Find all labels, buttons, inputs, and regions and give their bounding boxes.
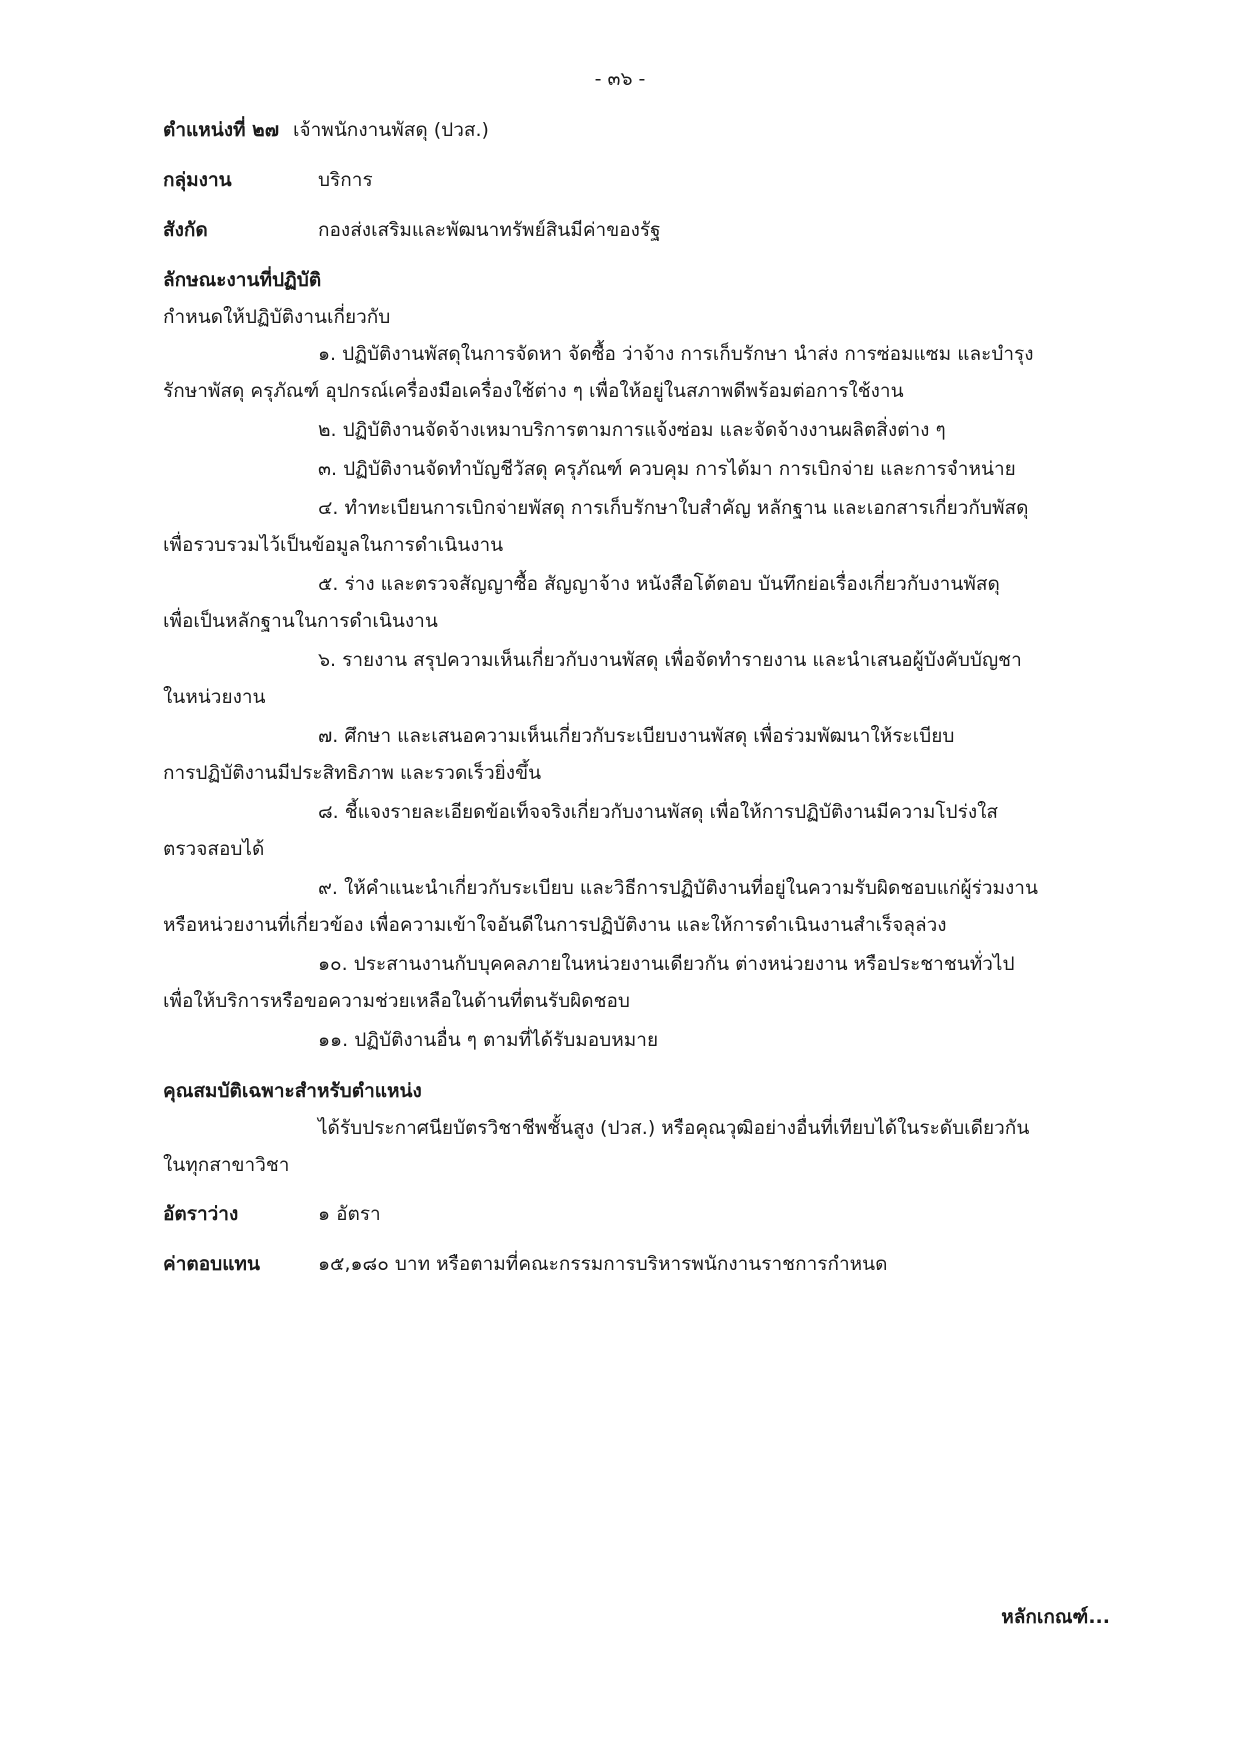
affiliation-label: สังกัด (163, 219, 208, 241)
document-body (163, 112, 1118, 1296)
duty-item-continuation: เพื่อรวบรวมไว้เป็นข้อมูลในการดำเนินงาน (163, 534, 504, 556)
duty-item-2 (163, 412, 1118, 449)
duty-item-text: ๘. ชี้แจงรายละเอียดข้อเท็จจริงเกี่ยวกับงานพัสดุ เพื่อให้การปฏิบัติงานมีความโปร่งใส (318, 801, 998, 823)
duties-heading: ลักษณะงานที่ปฏิบัติ (163, 269, 322, 291)
duty-item-4 (163, 490, 1118, 564)
duty-item-6 (163, 642, 1118, 716)
duty-item-continuation: เพื่อเป็นหลักฐานในการดำเนินงาน (163, 610, 438, 632)
duty-item-continuation: เพื่อให้บริการหรือขอความช่วยเหลือในด้านที่ตนรับผิดชอบ (163, 990, 630, 1012)
duty-item-text: ๓. ปฏิบัติงานจัดทำบัญชีวัสดุ ครุภัณฑ์ ควบคุม การได้มา การเบิกจ่าย และการจำหน่าย (318, 458, 1016, 480)
duty-item-10 (163, 946, 1118, 1020)
duty-item-text: ๒. ปฏิบัติงานจัดจ้างเหมาบริการตามการแจ้งซ่อม และจัดจ้างงานผลิตสิ่งต่าง ๆ (318, 419, 946, 441)
duty-item-continuation: ตรวจสอบได้ (163, 838, 265, 860)
position-row (163, 112, 1118, 149)
qualifications-line: ได้รับประกาศนียบัตรวิชาชีพชั้นสูง (ปวส.) หรือคุณวุฒิอย่างอื่นที่เทียบได้ในระดับเดียวกัน (318, 1117, 1030, 1139)
duty-item-continuation: การปฏิบัติงานมีประสิทธิภาพ และรวดเร็วยิ่งขึ้น (163, 762, 542, 784)
page-number: - ๓๖ - (594, 68, 646, 90)
qualifications-text (163, 1110, 1118, 1184)
qualifications-heading: คุณสมบัติเฉพาะสำหรับตำแหน่ง (163, 1080, 422, 1102)
duty-item-8 (163, 794, 1118, 868)
duty-item-text: ๕. ร่าง และตรวจสัญญาซื้อ สัญญาจ้าง หนังสือโต้ตอบ บันทึกย่อเรื่องเกี่ยวกับงานพัสดุ (318, 573, 1000, 595)
position-value: เจ้าพนักงานพัสดุ (ปวส.) (293, 119, 489, 141)
duty-item-3 (163, 451, 1118, 488)
position-label: ตำแหน่งที่ ๒๗ (163, 119, 279, 141)
duties-list (163, 336, 1118, 1059)
duties-intro: กำหนดให้ปฏิบัติงานเกี่ยวกับ (163, 306, 391, 328)
continuation-marker: หลักเกณฑ์... (1001, 1606, 1110, 1628)
compensation-label: ค่าตอบแทน (163, 1253, 260, 1275)
duty-item-11 (163, 1022, 1118, 1059)
affiliation-value: กองส่งเสริมและพัฒนาทรัพย์สินมีค่าของรัฐ (318, 219, 661, 241)
vacancy-value: ๑ อัตรา (318, 1203, 381, 1225)
qualifications-continuation: ในทุกสาขาวิชา (163, 1154, 290, 1176)
duty-item-5 (163, 566, 1118, 640)
duty-item-text: ๖. รายงาน สรุปความเห็นเกี่ยวกับงานพัสดุ เพื่อจัดทำรายงาน และนำเสนอผู้บังคับบัญชา (318, 649, 1022, 671)
duty-item-text: ๙. ให้คำแนะนำเกี่ยวกับระเบียบ และวิธีการปฏิบัติงานที่อยู่ในความรับผิดชอบแก่ผู้ร่วมงาน (318, 877, 1038, 899)
duty-item-text: ๑๑. ปฏิบัติงานอื่น ๆ ตามที่ได้รับมอบหมาย (318, 1029, 659, 1051)
duty-item-text: ๔. ทำทะเบียนการเบิกจ่ายพัสดุ การเก็บรักษาใบสำคัญ หลักฐาน และเอกสารเกี่ยวกับพัสดุ (318, 497, 1029, 519)
compensation-value: ๑๕,๑๘๐ บาท หรือตามที่คณะกรรมการบริหารพนักงานราชการกำหนด (318, 1253, 888, 1275)
group-value: บริการ (318, 169, 373, 191)
group-label: กลุ่มงาน (163, 169, 232, 191)
affiliation-row (163, 212, 1118, 249)
duty-item-1 (163, 336, 1118, 410)
duty-item-text: ๗. ศึกษา และเสนอความเห็นเกี่ยวกับระเบียบงานพัสดุ เพื่อร่วมพัฒนาให้ระเบียบ (318, 725, 955, 747)
vacancy-label: อัตราว่าง (163, 1203, 239, 1225)
duty-item-continuation: ในหน่วยงาน (163, 686, 266, 708)
duty-item-continuation: รักษาพัสดุ ครุภัณฑ์ อุปกรณ์เครื่องมือเครื่องใช้ต่าง ๆ เพื่อให้อยู่ในสภาพดีพร้อมต่อการใช้งาน (163, 380, 904, 402)
duty-item-9 (163, 870, 1118, 944)
compensation-row (163, 1246, 1118, 1283)
vacancy-row (163, 1196, 1118, 1233)
duty-item-7 (163, 718, 1118, 792)
group-row (163, 162, 1118, 199)
duty-item-continuation: หรือหน่วยงานที่เกี่ยวข้อง เพื่อความเข้าใจอันดีในการปฏิบัติงาน และให้การดำเนินงานสำเร็จลุล่วง (163, 914, 947, 936)
duty-item-text: ๑๐. ประสานงานกับบุคคลภายในหน่วยงานเดียวกัน ต่างหน่วยงาน หรือประชาชนทั่วไป (318, 953, 1015, 975)
duty-item-text: ๑. ปฏิบัติงานพัสดุในการจัดหา จัดซื้อ ว่าจ้าง การเก็บรักษา นำส่ง การซ่อมแซม และบำรุง (318, 343, 1034, 365)
